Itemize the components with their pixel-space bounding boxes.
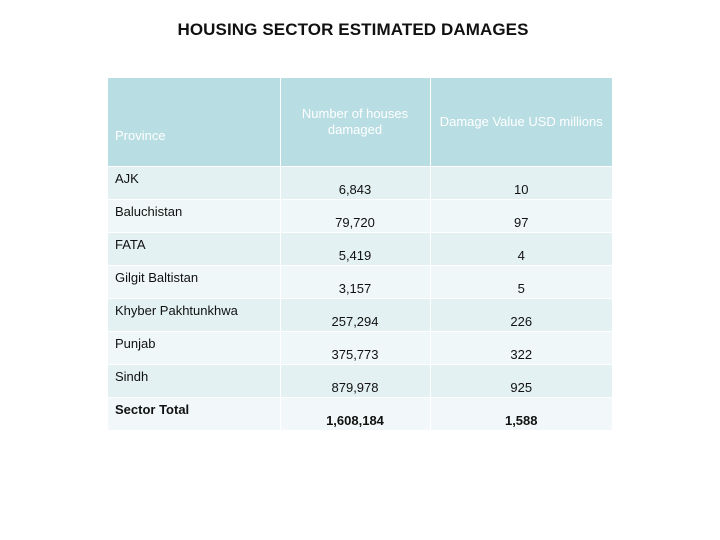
column-header-damage-value: Damage Value USD millions [430, 78, 612, 167]
province-cell: Gilgit Baltistan [108, 266, 280, 299]
value-cell: 4 [430, 233, 612, 266]
total-value-cell: 1,588 [430, 398, 612, 431]
province-cell: FATA [108, 233, 280, 266]
province-cell: Punjab [108, 332, 280, 365]
table-row [108, 200, 612, 233]
houses-cell: 5,419 [280, 233, 430, 266]
houses-cell: 6,843 [280, 167, 430, 200]
province-cell: Khyber Pakhtunkhwa [108, 299, 280, 332]
houses-cell: 79,720 [280, 200, 430, 233]
value-cell: 97 [430, 200, 612, 233]
total-houses-cell: 1,608,184 [280, 398, 430, 431]
province-cell: AJK [108, 167, 280, 200]
value-cell: 322 [430, 332, 612, 365]
total-label-cell: Sector Total [108, 398, 280, 431]
province-cell: Baluchistan [108, 200, 280, 233]
table-row [108, 299, 612, 332]
houses-cell: 879,978 [280, 365, 430, 398]
houses-cell: 3,157 [280, 266, 430, 299]
table-header-row [108, 78, 612, 167]
province-cell: Sindh [108, 365, 280, 398]
table-row [108, 365, 612, 398]
page-title: HOUSING SECTOR ESTIMATED DAMAGES [177, 20, 529, 39]
houses-cell: 375,773 [280, 332, 430, 365]
table-row [108, 266, 612, 299]
total-row [108, 398, 612, 431]
value-cell: 925 [430, 365, 612, 398]
houses-cell: 257,294 [280, 299, 430, 332]
value-cell: 226 [430, 299, 612, 332]
column-header-houses-damaged: Number of houses damaged [280, 78, 430, 167]
table-row [108, 332, 612, 365]
table-row [108, 167, 612, 200]
value-cell: 10 [430, 167, 612, 200]
table-row [108, 233, 612, 266]
value-cell: 5 [430, 266, 612, 299]
damages-table [108, 78, 612, 430]
column-header-province: Province [108, 78, 280, 167]
